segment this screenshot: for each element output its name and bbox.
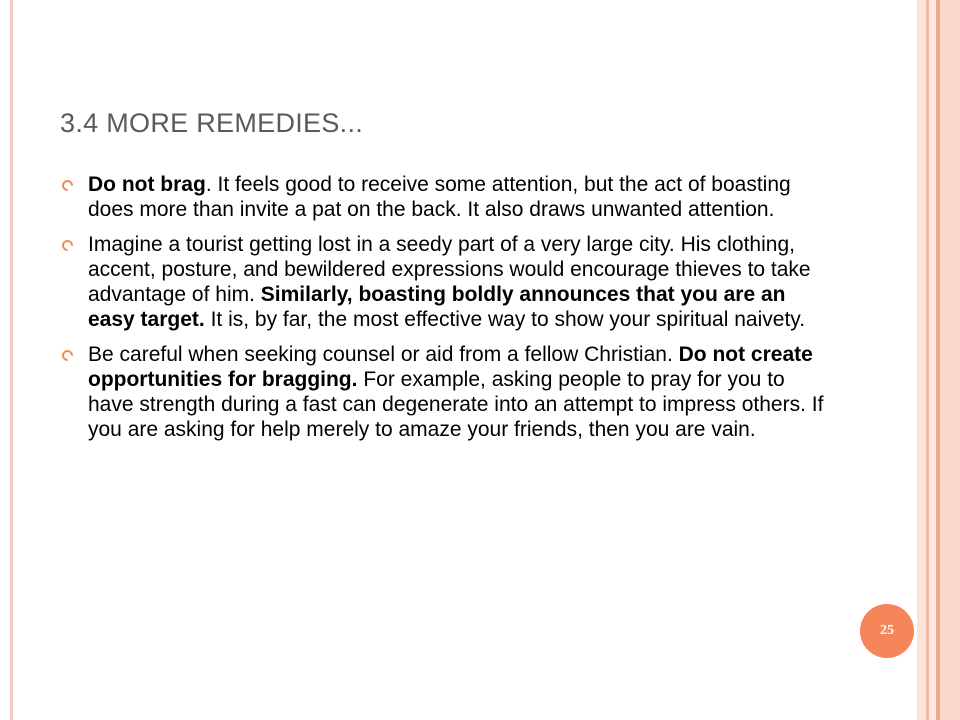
bullet-bold-text: Similarly, boasting boldly announces that you are an easy target. xyxy=(88,283,786,331)
right-stripe-decoration xyxy=(917,0,926,720)
slide-title: 3.4 MORE REMEDIES... xyxy=(60,108,364,138)
bullet-plain-text: It is, by far, the most effective way to show your spiritual naivety. xyxy=(204,308,806,331)
bullet-plain-text: Be careful when seeking counsel or aid from a fellow Christian. xyxy=(88,343,679,366)
bullet-text xyxy=(88,232,832,332)
bullet-ring-icon xyxy=(60,238,76,254)
page-number-badge: 25 xyxy=(860,604,914,658)
bullet-ring-icon xyxy=(60,178,76,194)
right-stripe-decoration xyxy=(929,0,936,720)
bullet-bold-text: Do not create opportunities for bragging. xyxy=(88,343,813,391)
bullet-ring-icon xyxy=(60,348,76,364)
right-stripe-decoration xyxy=(940,0,960,720)
bullet-list xyxy=(62,172,832,452)
bullet-item xyxy=(62,172,832,222)
bullet-plain-text: For example, asking people to pray for you to have strength during a fast can degenerate into an attempt to impress others. If you are asking for help merely to amaze your friends, then you are vain. xyxy=(88,368,824,441)
bullet-plain-text: Imagine a tourist getting lost in a seedy part of a very large city. His clothing, accent, posture, and bewildered expressions would encourage thieves to take advantage of him. xyxy=(88,233,811,306)
bullet-bold-text: Do not brag xyxy=(88,173,206,196)
bullet-text xyxy=(88,172,832,222)
bullet-plain-text: . It feels good to receive some attention, but the act of boasting does more than invite a pat on the back. It also draws unwanted attention. xyxy=(88,173,791,221)
bullet-item xyxy=(62,342,832,442)
bullet-text xyxy=(88,342,832,442)
bullet-item xyxy=(62,232,832,332)
left-border-decoration xyxy=(10,0,13,720)
